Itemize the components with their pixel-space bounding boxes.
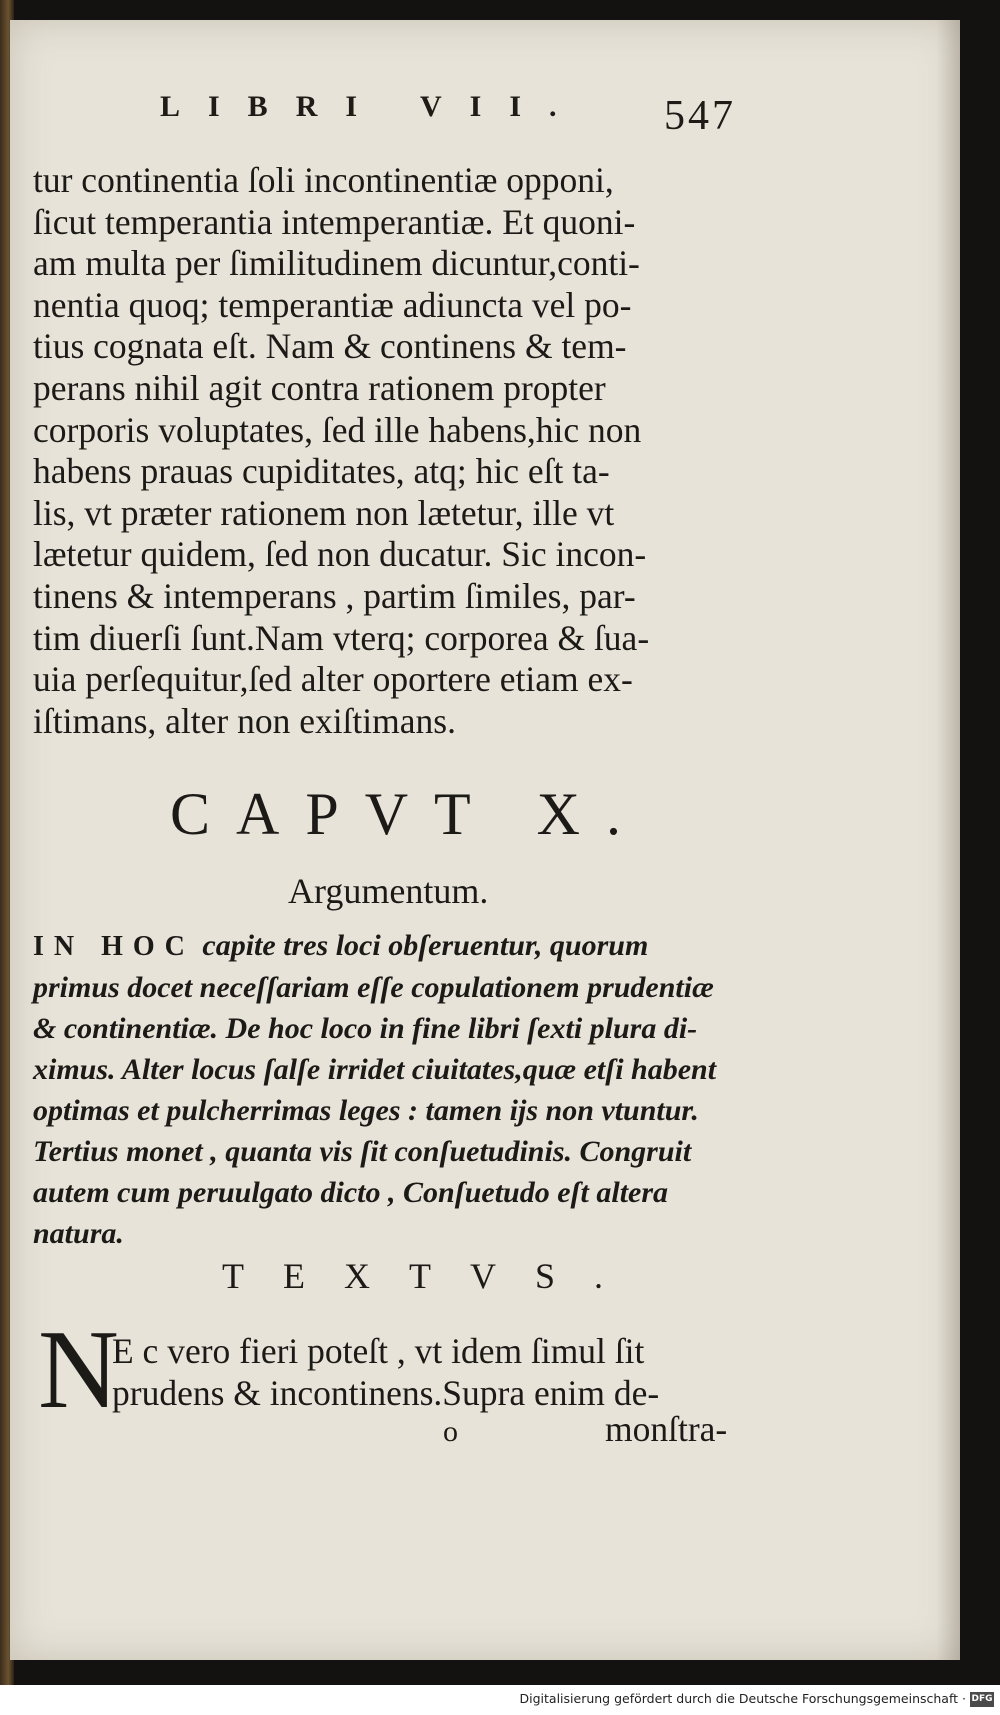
argumentum-line: natura. [33, 1217, 124, 1250]
running-head: LIBRI VII. [160, 90, 585, 123]
dfg-logo: DFG [970, 1692, 994, 1707]
text-line: lætetur quidem, ſed non ducatur. Sic incon- [33, 534, 647, 575]
text-line: uia perſequitur,ſed alter oportere etiam ex- [33, 659, 633, 700]
textus-text [112, 1330, 792, 1414]
argumentum-line: capite tres loci obſeruentur, quorum [194, 929, 649, 962]
text-line: tius cognata eſt. Nam & continens & tem- [33, 326, 627, 367]
text-line: ſicut temperantia intemperantiæ. Et quoni- [33, 201, 636, 242]
text-line: lis, vt præter rationem non lætetur, ille vt [33, 492, 615, 533]
book-page [10, 20, 960, 1660]
text-line: corporis voluptates, ſed ille habens,hic non [33, 409, 642, 450]
text-line: iſtimans, alter non exiſtimans. [33, 700, 456, 741]
text-line: perans nihil agit contra rationem propter [33, 367, 606, 408]
footer-credit: Digitalisierung gefördert durch die Deutsche Forschungsgemeinschaft · [519, 1691, 966, 1706]
argumentum-line: primus docet neceſſariam eſſe copulationem prudentiæ [33, 971, 714, 1004]
argumentum-first-line [33, 925, 773, 967]
drop-cap: N [38, 1308, 119, 1432]
argumentum-lead: IN HOC [33, 931, 195, 962]
text-line: nentia quoq; temperantiæ adiuncta vel po- [33, 284, 632, 325]
page-number: 547 [664, 93, 736, 139]
argumentum-heading: Argumentum. [288, 871, 489, 911]
text-line: habens prauas cupiditates, atq; hic eſt ta- [33, 451, 610, 492]
argumentum-line: ximus. Alter locus ſalſe irridet ciuitates,quæ etſi habent [33, 1053, 717, 1086]
textus-heading: TEXTVS. [222, 1256, 642, 1296]
argumentum-line: autem cum peruulgato dicto , Conſuetudo eſt altera [33, 1176, 669, 1209]
text-line: tur continentia ſoli incontinentiæ opponi, [33, 160, 614, 200]
argumentum-text [33, 925, 773, 1254]
argumentum-line: & continentiæ. De hoc loco in fine libri ſexti plura di- [33, 1012, 698, 1045]
text-line: am multa per ſimilitudinem dicuntur,conti- [33, 243, 640, 284]
text-line: tim diuerſi ſunt.Nam vterq; corporea & ſua- [33, 617, 650, 658]
page-gutter-shadow [936, 20, 960, 1660]
text-line: tinens & intemperans , partim ſimiles, par- [33, 575, 636, 616]
footer-bar [0, 1685, 1000, 1715]
argumentum-line: optimas et pulcherrimas leges : tamen ijs non vtuntur. [33, 1094, 699, 1127]
signature-mark: o [443, 1415, 458, 1448]
chapter-title: CAPVT X. [170, 781, 647, 847]
argumentum-line: Tertius monet , quanta vis ſit conſuetudinis. Congruit [33, 1135, 692, 1168]
textus-line: prudens & incontinens.Supra enim de- [112, 1373, 660, 1413]
textus-line: E c vero fieri poteſt , vt idem ſimul ſit [112, 1331, 645, 1371]
catchword: monſtra- [605, 1409, 728, 1449]
body-text [33, 160, 773, 742]
